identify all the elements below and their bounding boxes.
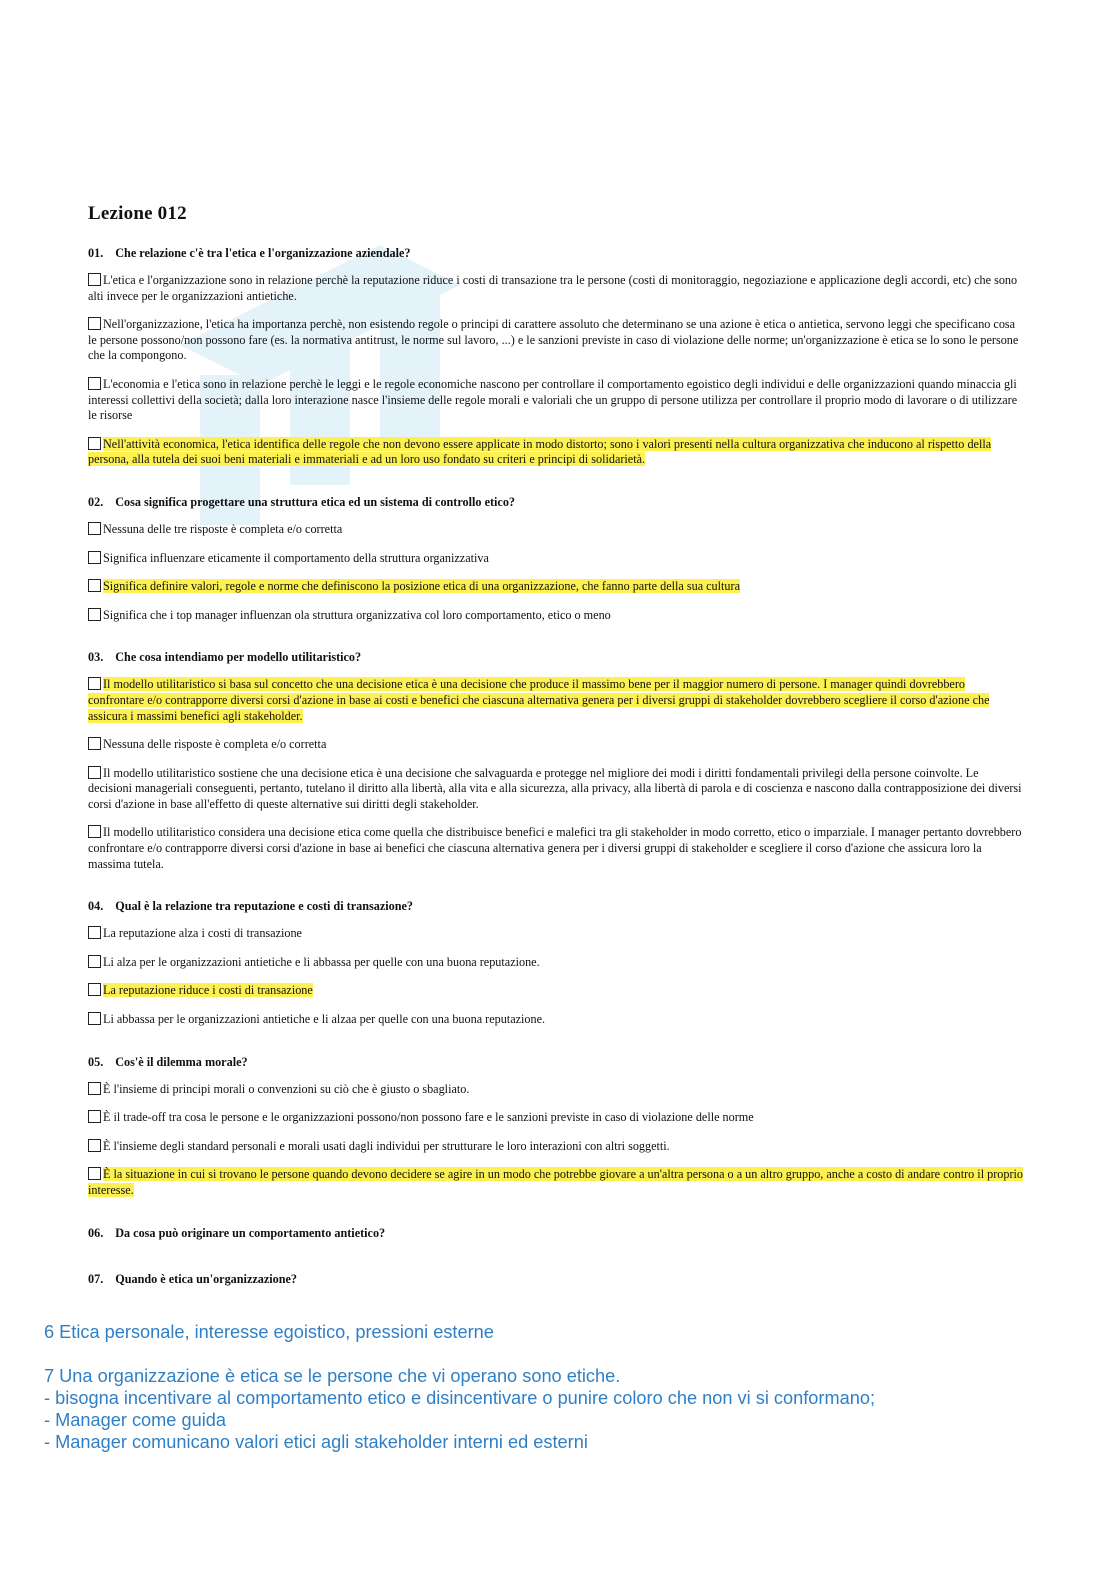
answer-option [88,737,1023,753]
answer-option [88,766,1023,813]
answer-option-highlighted [88,1167,1023,1198]
answer-text: Nell'attività economica, l'etica identifica delle regole che non devono essere applicate in modo distorto; sono i valori presenti nella cultura organizzativa che inducono al rispetto della persona, alla tutela dei suoi beni materiali e immateriali e ad un loro uso fondato su criteri e principi di solidarietà. [88,436,992,467]
answer-list [88,273,1023,468]
question-text: Cosa significa progettare una struttura etica ed un sistema di controllo etico? [115,494,516,509]
answer-option [88,551,1023,567]
note-answer-6: 6 Etica personale, interesse egoistico, pressioni esterne [44,1322,494,1342]
question-number: 02. [88,494,104,509]
question-text: Cos'è il dilemma morale? [115,1054,248,1069]
checkbox[interactable] [88,955,101,968]
checkbox[interactable] [88,766,101,779]
answer-text: La reputazione alza i costi di transazione [103,926,302,941]
checkbox[interactable] [88,677,101,690]
checkbox[interactable] [88,608,101,621]
answer-list [88,1082,1023,1199]
answer-text: Il modello utilitaristico considera una decisione etica come quella che distribuisce benefici e malefici tra gli stakeholder in modo corretto, etico o imparziale. I manager pertanto dovrebbero confrontare e/o contrapporre diversi corsi d'azione in base ai benefici che ciascuna alternativa genera per i diversi gruppi di stakeholder e scegliere il corso d'azione che assicura loro la massima tutela. [88,825,1022,871]
checkbox[interactable] [88,1139,101,1152]
answer-option [88,1082,1023,1098]
open-question-title [88,1272,1023,1287]
answer-text: Nessuna delle risposte è completa e/o corretta [103,737,327,752]
question-block [88,246,1023,468]
answer-list [88,677,1023,872]
answer-text: Li abbassa per le organizzazioni antietiche e li alzaa per quelle con una buona reputazione. [103,1012,546,1027]
checkbox[interactable] [88,1167,101,1180]
answer-option [88,273,1023,304]
answer-text: L'etica e l'organizzazione sono in relazione perchè la reputazione riduce i costi di transazione tra le persone (costi di monitoraggio, negoziazione e applicazione degli accordi, etc) che sono alti invece per le organizzazioni antietiche. [88,273,1018,303]
answer-text: È il trade-off tra cosa le persone e le organizzazioni possono/non possono fare e le sanzioni previste in caso di violazione delle norme [103,1110,754,1125]
checkbox[interactable] [88,273,101,286]
question-number: 01. [88,246,104,260]
answer-option [88,1012,1023,1028]
answer-text: Significa che i top manager influenzan ola struttura organizzativa col loro comportamento, etico o meno [103,607,611,622]
answer-text: Nessuna delle tre risposte è completa e/o corretta [103,521,343,536]
answer-option [88,522,1023,538]
checkbox[interactable] [88,926,101,939]
checkbox[interactable] [88,579,101,592]
answer-option-highlighted [88,677,1023,724]
answer-option [88,926,1023,942]
question-title [88,899,1023,914]
handwritten-notes [44,1321,1104,1453]
question-number: 07. [88,1271,104,1286]
answer-text: È l'insieme degli standard personali e morali usati dagli individui per strutturare le loro interazioni con altri soggetti. [103,1138,670,1153]
checkbox[interactable] [88,1012,101,1025]
checkbox[interactable] [88,983,101,996]
note-answer-7-line: - bisogna incentivare al comportamento etico e disincentivare o punire coloro che non vi si conformano; [44,1388,876,1408]
answer-option-highlighted [88,579,1023,595]
lesson-title: Lezione 012 [88,203,187,224]
answer-list [88,926,1023,1027]
answer-text: Li alza per le organizzazioni antietiche e li abbassa per quelle con una buona reputazione. [103,954,540,969]
answer-text: L'economia e l'etica sono in relazione perchè le leggi e le regole economiche nascono per controllare il comportamento egoistico degli individui e delle organizzazioni quando minaccia gli interessi collettivi della società; dalla loro interazione nasce l'insieme delle regole morali e valoriali che un gruppo di persone utilizza per controllare il proprio modo di lavorare o di utilizzare le risorse [88,376,1018,423]
question-title [88,1055,1023,1070]
answer-option [88,377,1023,424]
open-questions-list [88,1226,1023,1287]
checkbox[interactable] [88,551,101,564]
answer-text: Significa definire valori, regole e norme che definiscono la posizione etica di una organizzazione, che fanno parte della sua cultura [103,579,740,594]
answer-text: Significa influenzare eticamente il comportamento della struttura organizzativa [103,550,489,565]
question-number: 06. [88,1225,104,1240]
checkbox[interactable] [88,377,101,390]
checkbox[interactable] [88,825,101,838]
question-title [88,650,1023,665]
question-text: Qual è la relazione tra reputazione e costi di transazione? [115,899,413,914]
answer-list [88,522,1023,623]
note-answer-7-line: - Manager comunicano valori etici agli stakeholder interni ed esterni [44,1432,588,1452]
answer-text: La reputazione riduce i costi di transazione [103,983,313,998]
question-number: 03. [88,650,104,665]
question-block [88,650,1023,872]
answer-option [88,608,1023,624]
answer-text: Nell'organizzazione, l'etica ha importanza perchè, non esistendo regole o principi di carattere assoluto che determinano se una azione è etica o antietica, servono leggi che specificano cosa le persone possono/non possono fare (es. la normativa antitrust, le norme sul lavoro, ...) e le sanzioni previste in caso di violazione delle norme; un'organizzazione è etica se lo sono le persone che la compongono. [88,317,1019,363]
question-title [88,246,1023,261]
answer-option [88,1139,1023,1155]
question-number: 04. [88,899,104,914]
answer-text: È l'insieme di principi morali o convenzioni su ciò che è giusto o sbagliato. [103,1081,470,1096]
checkbox[interactable] [88,737,101,750]
question-block [88,495,1023,623]
questions-list [88,246,1023,1199]
question-block [88,1055,1023,1199]
question-text: Che relazione c'è tra l'etica e l'organizzazione aziendale? [115,246,411,260]
answer-option [88,825,1023,872]
question-text: Che cosa intendiamo per modello utilitaristico? [115,650,362,665]
answer-option-highlighted [88,437,1023,468]
answer-text: È la situazione in cui si trovano le persone quando devono decidere se agire in un modo che potrebbe giovare a un'altra persona o a un altro gruppo, anche a costo di andare contro il proprio interesse. [88,1167,1024,1197]
answer-text: Il modello utilitaristico si basa sul concetto che una decisione etica è una decisione che produce il massimo bene per il maggior numero di persone. I manager quindi dovrebbero confrontare e/o contrapporre diversi corsi d'azione in base ai costi e benefici che ciascuna alternativa genera per i diversi gruppi di stakeholder dovrebbero scegliere il corso d'azione che assicura i massimi benefici agli stakeholder. [88,677,990,723]
answer-option [88,317,1023,364]
checkbox[interactable] [88,317,101,330]
note-answer-7-line: 7 Una organizzazione è etica se le persone che vi operano sono etiche. [44,1366,621,1386]
checkbox[interactable] [88,437,101,450]
question-block [88,899,1023,1027]
checkbox[interactable] [88,522,101,535]
checkbox[interactable] [88,1082,101,1095]
open-question-title [88,1226,1023,1241]
question-number: 05. [88,1054,104,1069]
question-text: Da cosa può originare un comportamento antietico? [115,1225,386,1240]
question-text: Quando è etica un'organizzazione? [115,1271,298,1286]
answer-option-highlighted [88,983,1023,999]
answer-option [88,1110,1023,1126]
note-answer-7-line: - Manager come guida [44,1410,226,1430]
document-page [88,203,1023,1318]
checkbox[interactable] [88,1110,101,1123]
question-title [88,495,1023,510]
answer-text: Il modello utilitaristico sostiene che una decisione etica è una decisione che salvaguarda e protegge nel migliore dei modi i diritti fondamentali privilegi della persone coinvolte. Le decisioni manageriali conseguenti, pertanto, tutelano il diritto alla libertà, alla vita e alla sicurezza, alla privacy, alla libertà di parola e di coscienza e nascono dalla contrapposizione dei diversi corsi d'azione in base all'effetto di queste alternative sui diritti degli stakeholder. [88,765,1022,811]
answer-option [88,955,1023,971]
